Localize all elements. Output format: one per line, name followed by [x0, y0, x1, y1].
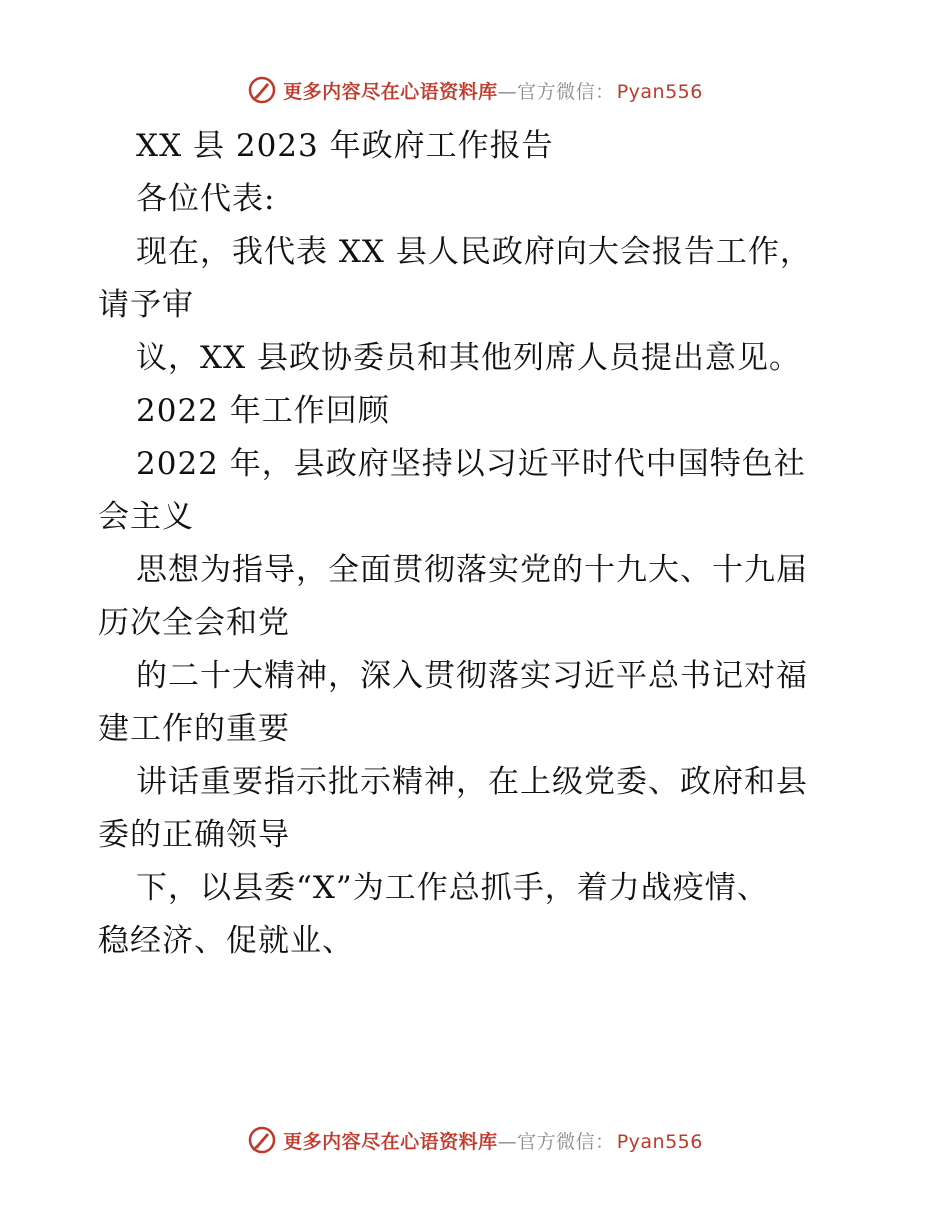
header-watermark	[0, 70, 950, 110]
watermark-wechat-id: Pyan556	[616, 1130, 703, 1153]
document-line: 各位代表:	[136, 181, 276, 217]
watermark-text	[283, 77, 703, 104]
document-line: 现在，我代表 XX 县人民政府向大会报告工作，	[136, 234, 812, 270]
document-line: 建工作的重要	[98, 711, 290, 747]
document-line: XX 县 2023 年政府工作报告	[136, 128, 554, 164]
quill-logo-icon	[247, 1125, 277, 1155]
document-line: 2022 年，县政府坚持以习近平时代中国特色社	[136, 446, 806, 482]
watermark-main-text: 更多内容尽在心语资料库	[283, 1130, 498, 1153]
document-line: 请予审	[98, 287, 194, 323]
document-line: 委的正确领导	[98, 817, 290, 853]
document-line: 思想为指导，全面贯彻落实党的十九大、十九届	[136, 552, 808, 588]
document-line: 会主义	[98, 499, 194, 535]
watermark-separator: —	[497, 80, 518, 103]
footer-watermark	[0, 1120, 950, 1160]
watermark-main-text: 更多内容尽在心语资料库	[283, 80, 498, 103]
watermark-separator: —	[497, 1130, 518, 1153]
document-line: 稳经济、促就业、	[98, 923, 354, 959]
watermark-text	[283, 1127, 703, 1154]
document-line: 2022 年工作回顾	[136, 393, 390, 429]
quill-logo-icon	[247, 75, 277, 105]
document-body	[98, 120, 858, 968]
document-line: 下，以县委“X”为工作总抓手，着力战疫情、	[136, 870, 769, 906]
document-line: 讲话重要指示批示精神，在上级党委、政府和县	[136, 764, 808, 800]
watermark-sub-text: 官方微信：	[517, 1130, 615, 1153]
watermark-sub-text: 官方微信：	[517, 80, 615, 103]
watermark-wechat-id: Pyan556	[616, 80, 703, 103]
document-line: 的二十大精神，深入贯彻落实习近平总书记对福	[136, 658, 808, 694]
document-line: 议，XX 县政协委员和其他列席人员提出意见。	[136, 340, 801, 376]
document-line: 历次全会和党	[98, 605, 290, 641]
